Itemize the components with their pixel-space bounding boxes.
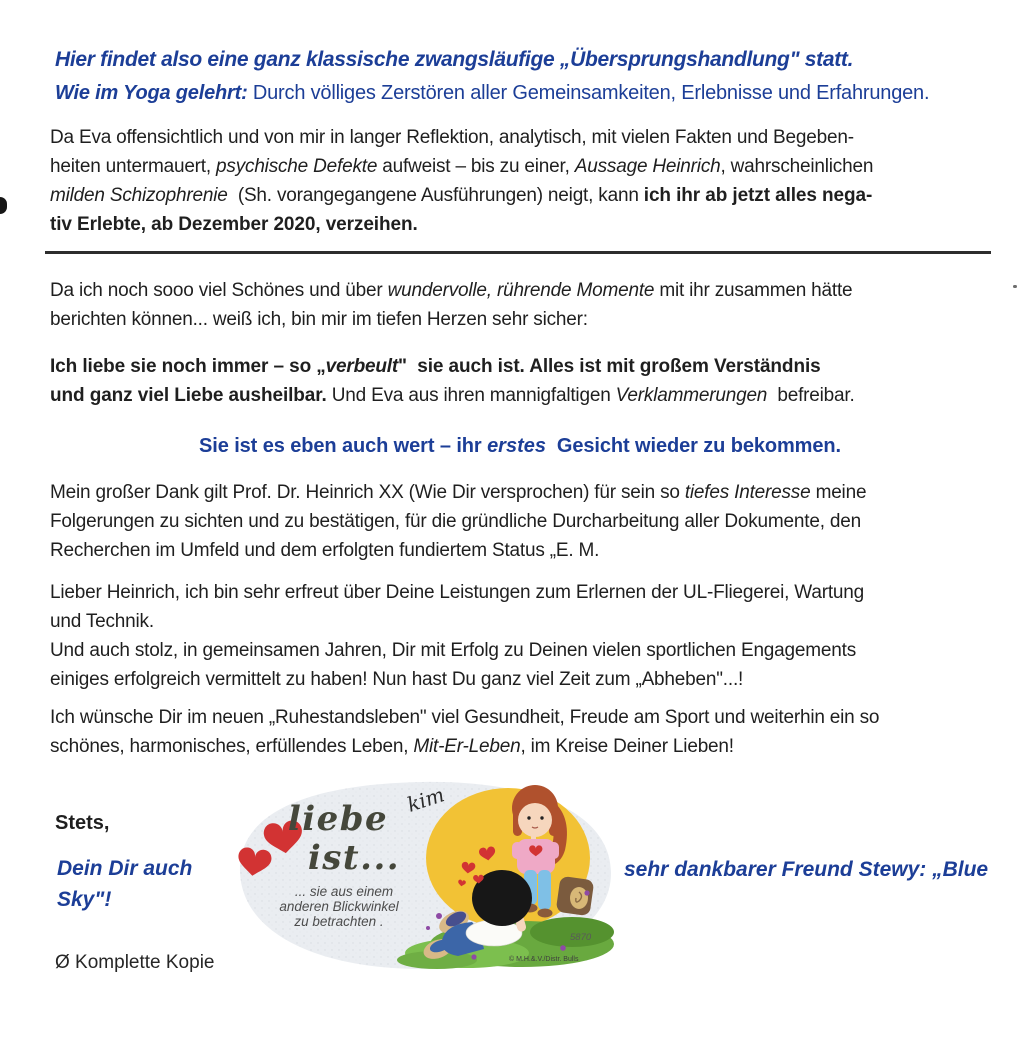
text-segment: und Technik. bbox=[50, 611, 154, 632]
text-segment: Aussage Heinrich bbox=[574, 156, 721, 177]
text-segment: Und auch stolz, in gemeinsamen Jahren, Dir mit Erfolg zu Deinen vielen sportlichen Engagements bbox=[50, 640, 857, 661]
text-segment: " sie auch ist. Alles ist mit großem Verständnis bbox=[398, 356, 821, 377]
paragraph-liebe bbox=[50, 352, 855, 410]
text-segment: Ich liebe sie noch immer – so „ bbox=[50, 356, 326, 377]
text-line bbox=[50, 276, 852, 305]
heading-line1: Hier findet also eine ganz klassische zwangsläufige „Übersprungshandlung" statt. bbox=[55, 48, 854, 71]
text-segment: Mein großer Dank gilt Prof. Dr. Heinrich XX (Wie Dir versprochen) für sein so bbox=[50, 482, 685, 503]
text-line bbox=[50, 636, 864, 665]
text-line bbox=[50, 607, 864, 636]
signature-left-line2: Sky"! bbox=[57, 888, 112, 911]
text-segment: verbeult bbox=[325, 356, 398, 377]
text-line bbox=[50, 381, 855, 410]
cartoon-title-line1: liebe bbox=[287, 799, 389, 839]
text-segment: Lieber Heinrich, ich bin sehr erfreut über Deine Leistungen zum Erlernen der UL-Fliegerei, Wartung bbox=[50, 582, 864, 603]
scan-speck bbox=[1013, 285, 1017, 288]
text-line bbox=[50, 578, 864, 607]
paragraph-heinrich bbox=[50, 578, 864, 694]
text-line bbox=[50, 210, 873, 239]
text-segment: Recherchen im Umfeld und dem erfolgten fundiertem Status „E. M. bbox=[50, 540, 600, 561]
signature-left-line1: Dein Dir auch bbox=[57, 857, 193, 880]
text-segment: tiv Erlebte, ab Dezember 2020, verzeihen. bbox=[50, 214, 418, 235]
text-segment: psychische Defekte bbox=[216, 156, 378, 177]
text-segment: , wahrscheinlichen bbox=[720, 156, 874, 177]
text-line bbox=[50, 703, 879, 732]
heading-line2-rest: Durch völliges Zerstören aller Gemeinsamkeiten, Erlebnisse und Erfahrungen. bbox=[252, 82, 930, 104]
text-segment: befreibar. bbox=[767, 385, 855, 406]
signature-right: sehr dankbarer Freund Stewy: „Blue bbox=[624, 858, 989, 881]
text-segment: Mit-Er-Leben bbox=[413, 736, 521, 757]
text-segment: Da ich noch sooo viel Schönes und über bbox=[50, 280, 388, 301]
text-line bbox=[50, 478, 866, 507]
text-segment: (Sh. vorangegangene Ausführungen) neigt, kann bbox=[227, 185, 644, 206]
closing-stets: Stets, bbox=[55, 812, 110, 834]
text-line bbox=[50, 152, 873, 181]
cartoon-caption-line3: zu betrachten . bbox=[294, 914, 384, 929]
text-segment: einiges erfolgreich vermittelt zu haben! Nun hast Du ganz viel Zeit zum „Abheben"...! bbox=[50, 669, 744, 690]
paragraph-reflection bbox=[50, 123, 873, 239]
text-segment: milden Schizophrenie bbox=[50, 185, 228, 206]
text-line bbox=[50, 536, 866, 565]
cartoon-caption-line2: anderen Blickwinkel bbox=[279, 899, 399, 914]
paragraph-wuensche bbox=[50, 703, 879, 761]
horizontal-rule bbox=[45, 251, 991, 254]
text-segment: wundervolle, rührende Momente bbox=[387, 280, 655, 301]
text-segment: meine bbox=[810, 482, 867, 503]
text-segment: Gesicht wieder zu bekommen. bbox=[546, 435, 841, 457]
heading-line2 bbox=[55, 80, 929, 106]
cartoon-copyright: © M.H.&.V./Distr. Bulls bbox=[509, 956, 579, 963]
text-line bbox=[50, 181, 873, 210]
text-segment: Sie ist es eben auch wert – ihr bbox=[199, 435, 488, 457]
text-line bbox=[50, 123, 873, 152]
text-segment: Ich wünsche Dir im neuen „Ruhestandsleben" viel Gesundheit, Freude am Sport und weiterhin ein so bbox=[50, 707, 880, 728]
cartoon-log bbox=[556, 876, 595, 916]
text-segment: mit ihr zusammen hätte bbox=[654, 280, 853, 301]
text-segment: Verklammerungen bbox=[615, 385, 768, 406]
text-segment: berichten können... weiß ich, bin mir im tiefen Herzen sehr sicher: bbox=[50, 309, 588, 330]
paragraph-dank bbox=[50, 478, 866, 565]
text-segment: Und Eva aus ihren mannigfaltigen bbox=[326, 385, 616, 406]
text-segment: schönes, harmonisches, erfüllendes Leben, bbox=[50, 736, 414, 757]
text-segment: , im Kreise Deiner Lieben! bbox=[520, 736, 734, 757]
text-segment: aufweist – bis zu einer, bbox=[377, 156, 575, 177]
text-line bbox=[50, 352, 855, 381]
text-segment: Da Eva offensichtlich und von mir in langer Reflektion, analytisch, mit vielen Fakten und Begeben- bbox=[50, 127, 854, 148]
cartoon-number: 5870 bbox=[570, 932, 592, 943]
liebe-ist-cartoon bbox=[232, 772, 614, 972]
artist-signature: kim bbox=[404, 782, 448, 817]
cartoon-title-line2: ist... bbox=[307, 838, 401, 878]
text-segment: heiten untermauert, bbox=[50, 156, 217, 177]
text-line bbox=[50, 507, 866, 536]
text-segment: ich ihr ab jetzt alles nega- bbox=[643, 185, 873, 206]
blue-centered-statement bbox=[50, 432, 990, 461]
text-segment: erstes bbox=[487, 435, 546, 457]
text-segment: Folgerungen zu sichten und zu bestätigen, für die gründliche Durcharbeitung aller Dokumente, den bbox=[50, 511, 861, 532]
cartoon-caption-line1: ... sie aus einem bbox=[294, 884, 394, 899]
paragraph-momente bbox=[50, 276, 852, 334]
text-line bbox=[50, 732, 879, 761]
text-segment: und ganz viel Liebe ausheilbar. bbox=[50, 385, 327, 406]
footer-note: Ø Komplette Kopie bbox=[55, 952, 215, 973]
text-line bbox=[50, 665, 864, 694]
text-segment: tiefes Interesse bbox=[684, 482, 811, 503]
heading-line2-lead: Wie im Yoga gelehrt: bbox=[55, 82, 253, 104]
signature-left bbox=[57, 853, 192, 915]
scan-artifact-left bbox=[0, 197, 7, 214]
text-line bbox=[50, 305, 852, 334]
